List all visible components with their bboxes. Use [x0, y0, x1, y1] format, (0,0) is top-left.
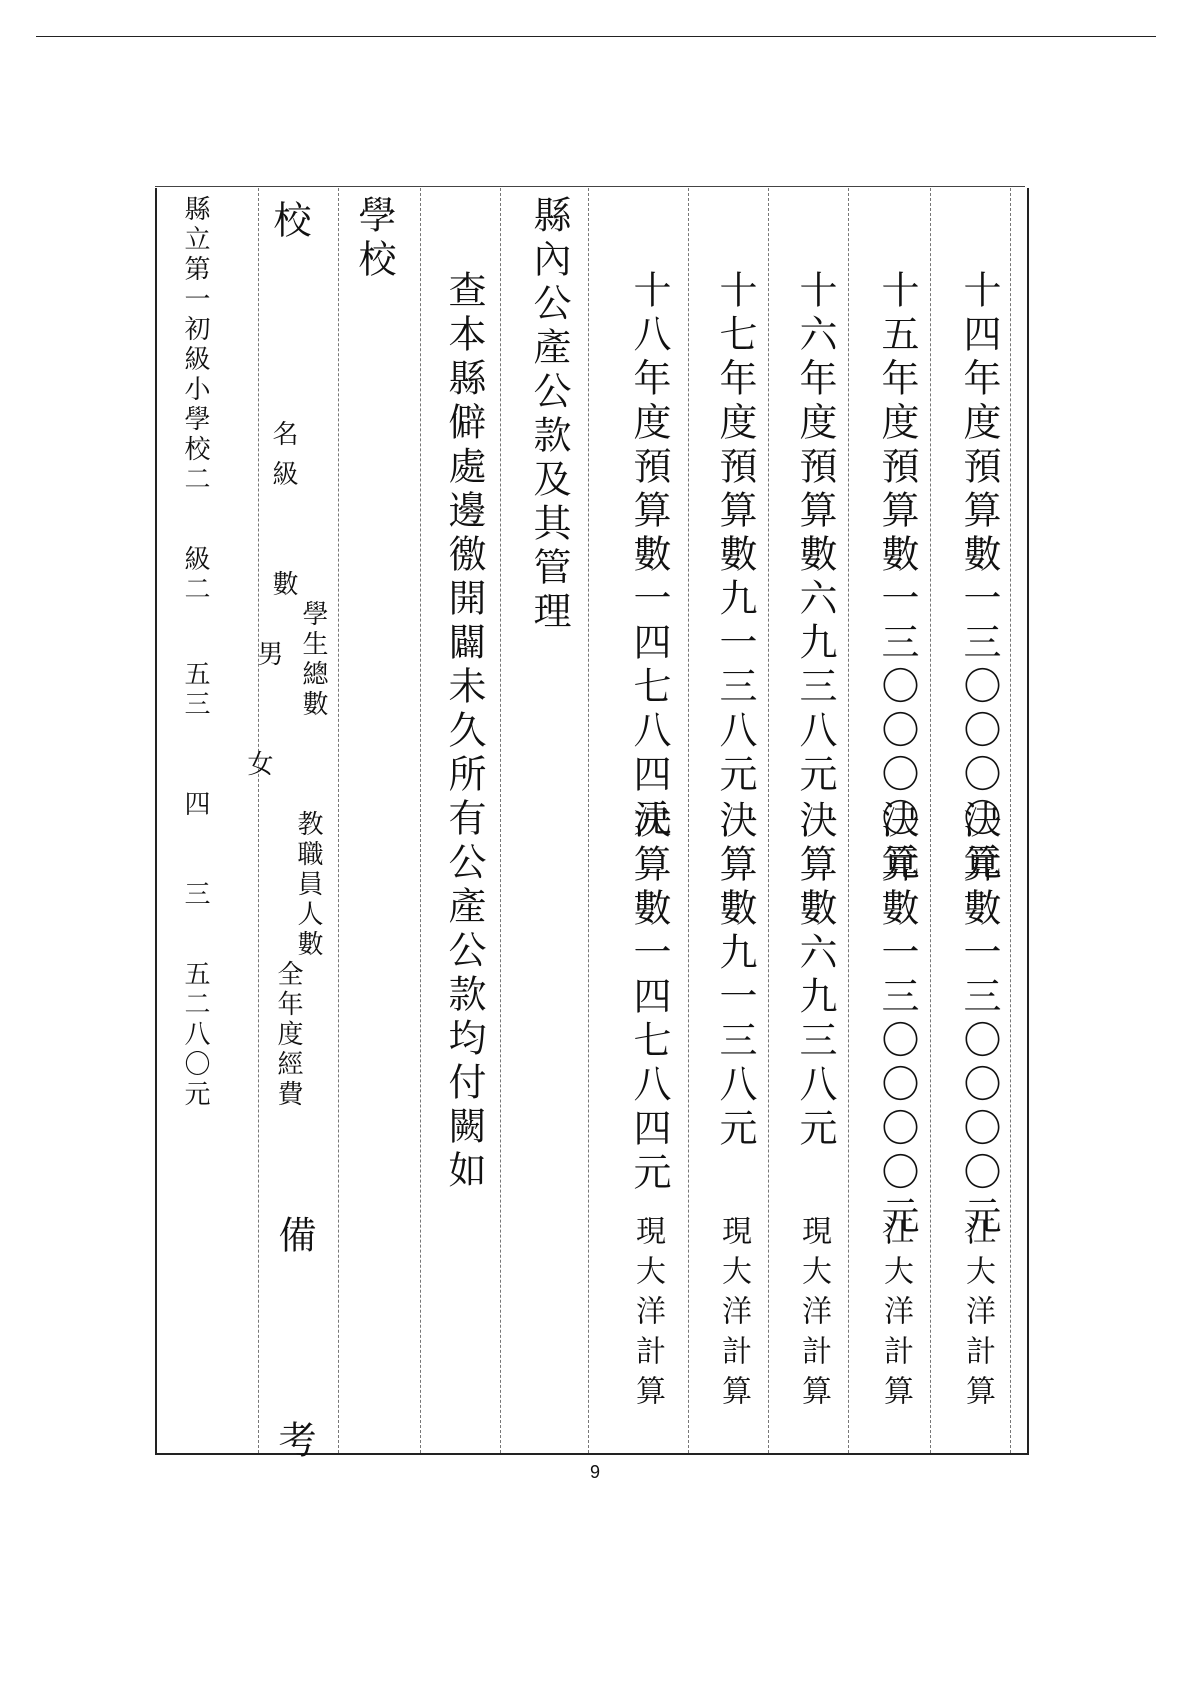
final-fy18: 決算數一四七八四元 — [627, 800, 671, 1196]
budget-fy14: 十四年度預算數一三〇〇〇〇元 — [957, 270, 1001, 886]
school-name-header-a: 校 — [267, 200, 311, 244]
note-fy18: 現大洋計算 — [630, 1215, 665, 1415]
school-name-header-b: 名 — [268, 420, 298, 450]
school-row-funds: 五二八〇元 — [180, 960, 210, 1110]
remarks-header-a: 備 — [272, 1215, 316, 1259]
sheet-top-border — [155, 186, 1025, 187]
schools-heading: 學校 — [352, 195, 396, 283]
annual-funds-header: 全年度經費 — [273, 960, 303, 1110]
column-divider — [588, 188, 589, 1453]
final-fy16: 決算數六九三八元 — [793, 800, 837, 1152]
school-row-name: 縣立第一初級小學校二 — [180, 195, 210, 495]
column-divider — [848, 188, 849, 1453]
staff-count-header: 教職員人數 — [293, 810, 323, 960]
note-fy16: 現大洋計算 — [796, 1215, 831, 1415]
students-male-header: 男 — [253, 640, 283, 670]
school-row-grades: 級二 — [180, 545, 210, 605]
column-divider — [420, 188, 421, 1453]
column-divider — [258, 188, 259, 1453]
final-fy17: 決算數九一三八元 — [713, 800, 757, 1152]
school-row-students: 五三 — [180, 660, 210, 720]
note-fy17: 現大洋計算 — [716, 1215, 751, 1415]
remarks-header-b: 考 — [272, 1420, 316, 1464]
column-divider — [338, 188, 339, 1453]
column-divider — [930, 188, 931, 1453]
budget-fy17: 十七年度預算數九一三八元 — [713, 270, 757, 798]
budget-fy18: 十八年度預算數一四七八四元 — [627, 270, 671, 842]
school-row-female: 三 — [180, 880, 210, 910]
budget-fy15: 十五年度預算數一三〇〇〇〇元 — [875, 270, 919, 886]
public-property-body: 查本縣僻處邊徼開闢未久所有公產公款均付闕如 — [442, 270, 486, 1194]
note-fy15: 江大洋計算 — [878, 1215, 913, 1415]
school-count-header: 數 — [268, 570, 298, 600]
column-divider — [500, 188, 501, 1453]
public-property-heading: 縣內公產公款及其管理 — [527, 195, 571, 635]
school-grade-header: 級 — [268, 460, 298, 490]
final-fy14: 決算數一三〇〇〇〇元 — [957, 800, 1001, 1240]
budget-fy16: 十六年度預算數六九三八元 — [793, 270, 837, 798]
page-number: 9 — [589, 1462, 600, 1482]
note-fy14: 江大洋計算 — [960, 1215, 995, 1415]
school-row-male: 四 — [180, 790, 210, 820]
column-divider — [1010, 188, 1011, 1453]
students-female-header: 女 — [243, 750, 273, 780]
column-divider — [768, 188, 769, 1453]
final-fy15: 決算數一三〇〇〇〇元 — [875, 800, 919, 1240]
students-total-header: 學生總數 — [298, 600, 328, 720]
column-divider — [688, 188, 689, 1453]
top-rule — [36, 36, 1156, 37]
